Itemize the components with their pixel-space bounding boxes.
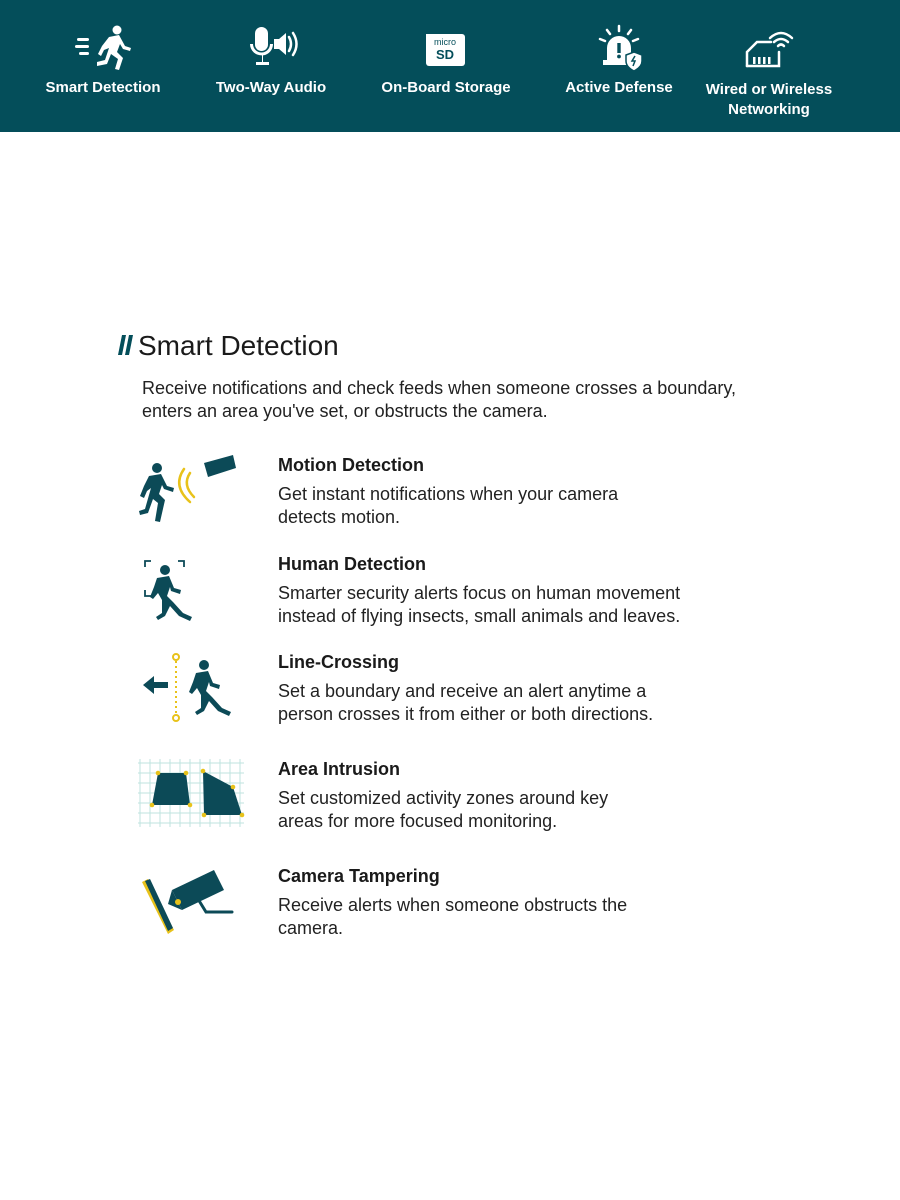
detection-title: Line-Crossing	[278, 652, 400, 672]
description-line: areas for more focused monitoring.	[278, 811, 558, 831]
feature-label: Active Defense	[565, 79, 673, 96]
feature-label: Smart Detection	[45, 79, 161, 96]
feature-label-line1: Wired or Wireless	[705, 81, 833, 98]
detection-description	[278, 680, 653, 726]
area-intrusion-icon	[138, 759, 253, 839]
description-line: Get instant notifications when your camera	[278, 484, 619, 504]
detection-title: Motion Detection	[278, 455, 424, 475]
features-bar	[0, 0, 900, 132]
feature-smart-detection	[38, 24, 168, 98]
siren-shield-icon	[556, 24, 682, 76]
camera-tampering-icon	[138, 866, 253, 946]
human-detection-icon	[138, 558, 253, 638]
section-intro	[142, 377, 782, 423]
motion-detection-icon	[138, 455, 253, 535]
wifi-ethernet-icon	[698, 24, 840, 76]
description-line: instead of flying insects, small animals and leaves.	[278, 606, 681, 626]
description-line: Set a boundary and receive an alert anytime a	[278, 681, 647, 701]
description-line: Receive alerts when someone obstructs the	[278, 895, 628, 915]
line-crossing-icon	[138, 652, 253, 732]
microsd-card-icon	[372, 24, 520, 76]
description-line: camera.	[278, 918, 344, 938]
intro-line: enters an area you've set, or obstructs the camera.	[142, 401, 548, 421]
feature-label: Two-Way Audio	[215, 79, 327, 96]
microsd-text-bottom: SD	[435, 47, 455, 62]
detection-description	[278, 787, 608, 833]
feature-wired-or-wireless-networking	[698, 24, 840, 120]
microsd-text-top: micro	[434, 37, 456, 47]
feature-label-line2: Networking	[728, 101, 810, 118]
description-line: person crosses it from either or both directions.	[278, 704, 654, 724]
feature-active-defense	[556, 24, 682, 98]
running-person-icon	[38, 24, 168, 76]
double-slash-icon	[118, 330, 134, 362]
detection-title: Human Detection	[278, 554, 427, 574]
feature-two-way-audio	[208, 24, 334, 98]
feature-on-board-storage	[372, 24, 520, 98]
feature-label: On-Board Storage	[381, 79, 511, 96]
description-line: detects motion.	[278, 507, 401, 527]
description-line: Set customized activity zones around key	[278, 788, 609, 808]
detection-title: Area Intrusion	[278, 759, 401, 779]
detection-description	[278, 894, 627, 940]
detection-description	[278, 483, 618, 529]
detection-title: Camera Tampering	[278, 866, 440, 886]
section-heading	[118, 330, 339, 362]
intro-line: Receive notifications and check feeds when someone crosses a boundary,	[142, 378, 737, 398]
microphone-speaker-icon	[208, 24, 334, 76]
detection-description	[278, 582, 680, 628]
section-title: Smart Detection	[138, 330, 339, 361]
description-line: Smarter security alerts focus on human movement	[278, 583, 681, 603]
